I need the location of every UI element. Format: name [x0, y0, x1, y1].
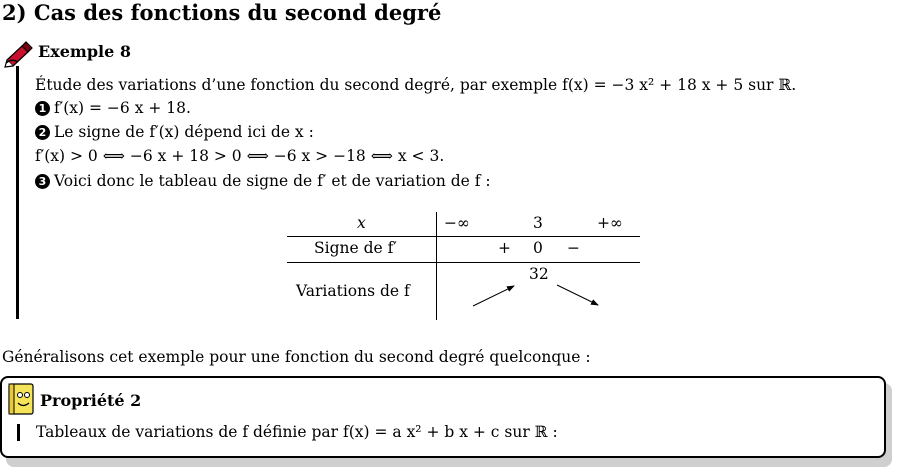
step-2-text: Le signe de f′(x) dépend ici de x :	[54, 123, 314, 141]
property-text: Tableaux de variations de f définie par f(x) = a x² + b x + c sur ℝ :	[36, 423, 558, 441]
book-face-icon	[6, 381, 36, 417]
variation-arrows	[287, 212, 640, 320]
row-x-label: x	[357, 214, 366, 232]
example-step-2	[35, 121, 314, 143]
generalisation-text: Généralisons cet exemple pour une fonction du second degré quelconque :	[2, 348, 591, 366]
property-title: Propriété 2	[40, 391, 142, 410]
property-box	[0, 376, 886, 458]
example-equivalence: f′(x) > 0 ⟺ −6 x + 18 > 0 ⟺ −6 x > −18 ⟺ x < 3.	[35, 147, 445, 165]
x-value-plus-inf: +∞	[597, 214, 623, 232]
example-side-bar	[16, 66, 19, 319]
sign-plus: +	[498, 239, 511, 257]
property-side-bar	[17, 424, 20, 441]
x-value-minus-inf: −∞	[444, 214, 470, 232]
step-2-badge: 2	[35, 125, 50, 140]
example-intro: Étude des variations d’une fonction du second degré, par exemple f(x) = −3 x² + 18 x + 5 sur ℝ.	[35, 76, 797, 94]
sign-zero: 0	[533, 239, 543, 257]
example-title: Exemple 8	[38, 42, 131, 61]
step-3-badge: 3	[35, 174, 50, 189]
row-sign-label: Signe de f′	[314, 239, 397, 257]
row-variation-label: Variations de f	[296, 282, 410, 300]
example-step-3	[35, 170, 491, 192]
example-step-1	[35, 97, 191, 119]
decreasing-arrow	[557, 285, 598, 305]
variation-table	[287, 212, 640, 320]
pencil-book-icon	[4, 38, 34, 68]
step-3-text: Voici donc le tableau de signe de f′ et de variation de f :	[54, 172, 491, 190]
step-1-text: f′(x) = −6 x + 18.	[54, 99, 191, 117]
x-value-3: 3	[533, 214, 543, 232]
section-title: 2) Cas des fonctions du second degré	[2, 0, 442, 25]
sign-minus: −	[567, 239, 580, 257]
increasing-arrow	[473, 286, 514, 306]
max-value: 32	[529, 265, 549, 283]
step-1-badge: 1	[35, 101, 50, 116]
